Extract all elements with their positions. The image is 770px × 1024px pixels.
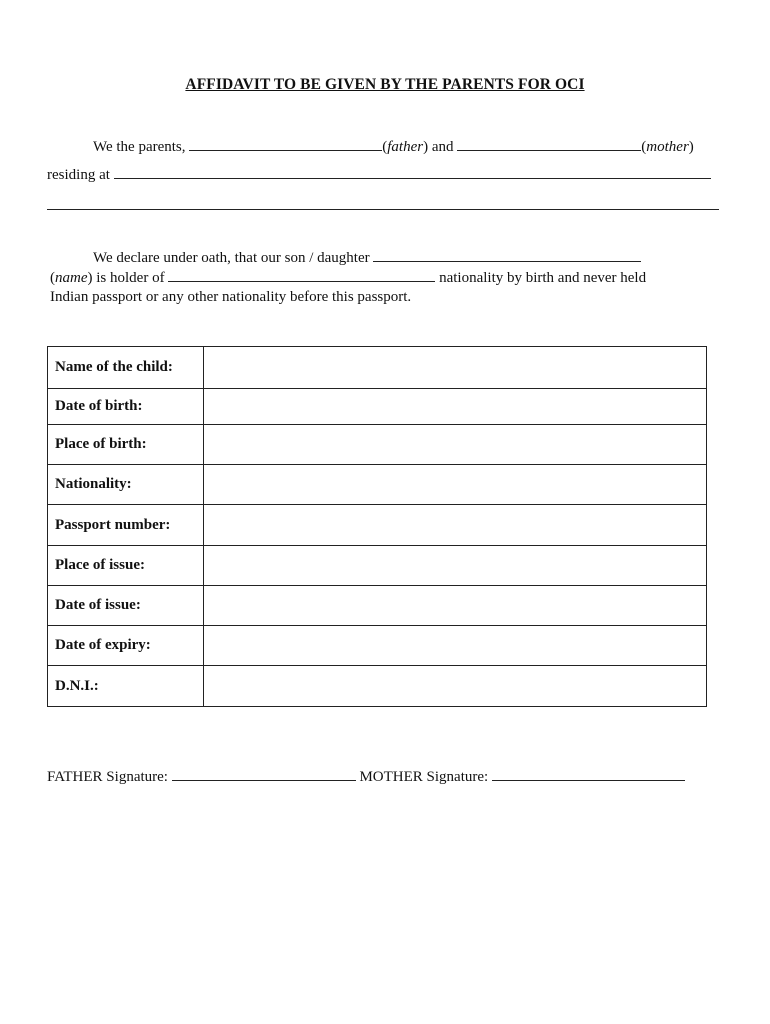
passport-number-input[interactable] [204, 517, 706, 534]
date-of-birth-input[interactable] [204, 398, 706, 415]
row-label: Nationality: [48, 465, 204, 505]
father-name-blank[interactable] [189, 137, 382, 151]
child-details-table [47, 346, 707, 707]
declare-line [93, 248, 641, 267]
table-row [48, 347, 707, 389]
nationality-text: nationality by birth and never held [439, 270, 647, 286]
and-text: and [431, 139, 454, 155]
row-label: Passport number: [48, 505, 204, 546]
row-value-cell [204, 666, 707, 707]
child-name-blank[interactable] [373, 248, 641, 262]
row-value-cell [204, 465, 707, 505]
parents-lead: We the parents, [93, 139, 186, 155]
row-value-cell [204, 586, 707, 626]
signature-line [47, 767, 685, 786]
date-of-issue-input[interactable] [204, 597, 706, 614]
name-label: name [55, 270, 88, 286]
table-row [48, 666, 707, 707]
name-of-child-input[interactable] [204, 359, 706, 376]
address-blank-2[interactable] [47, 196, 719, 210]
holder-line: (name) is holder of nationality by birth and never held [50, 270, 647, 286]
row-label: Name of the child: [48, 347, 204, 389]
mother-signature-label: MOTHER Signature: [359, 769, 489, 785]
mother-label: mother [646, 139, 689, 155]
table-row [48, 626, 707, 666]
mother-name-blank[interactable] [457, 137, 641, 151]
dni-input[interactable] [204, 678, 706, 695]
nationality-input[interactable] [204, 476, 706, 493]
passport-statement-line: Indian passport or any other nationality before this passport. [50, 289, 412, 305]
address-line-2 [47, 196, 719, 215]
mother-signature-blank[interactable] [492, 767, 685, 781]
father-signature-label: FATHER Signature: [47, 769, 168, 785]
nationality-blank[interactable] [168, 268, 435, 282]
row-value-cell [204, 389, 707, 425]
document-title: AFFIDAVIT TO BE GIVEN BY THE PARENTS FOR OCI [185, 76, 585, 93]
row-label: Date of expiry: [48, 626, 204, 666]
row-label: Date of birth: [48, 389, 204, 425]
place-of-issue-input[interactable] [204, 557, 706, 574]
table-row [48, 425, 707, 465]
date-of-expiry-input[interactable] [204, 637, 706, 654]
residing-label: residing at [47, 167, 110, 183]
table-row [48, 546, 707, 586]
table-row [48, 389, 707, 425]
row-label: Place of birth: [48, 425, 204, 465]
table-row [48, 586, 707, 626]
father-signature-blank[interactable] [172, 767, 356, 781]
address-blank-1[interactable] [114, 165, 711, 179]
row-value-cell [204, 546, 707, 586]
residing-line [47, 165, 711, 184]
declare-lead: We declare under oath, that our son / daughter [93, 250, 370, 266]
row-label: Place of issue: [48, 546, 204, 586]
table-row [48, 465, 707, 505]
holder-text: is holder of [96, 270, 165, 286]
row-value-cell [204, 425, 707, 465]
parents-line: We the parents, (father) and (mother) [93, 139, 694, 155]
row-label: D.N.I.: [48, 666, 204, 707]
father-label: father [387, 139, 424, 155]
place-of-birth-input[interactable] [204, 436, 706, 453]
row-label: Date of issue: [48, 586, 204, 626]
row-value-cell [204, 505, 707, 546]
row-value-cell [204, 626, 707, 666]
row-value-cell [204, 347, 707, 389]
table-row [48, 505, 707, 546]
